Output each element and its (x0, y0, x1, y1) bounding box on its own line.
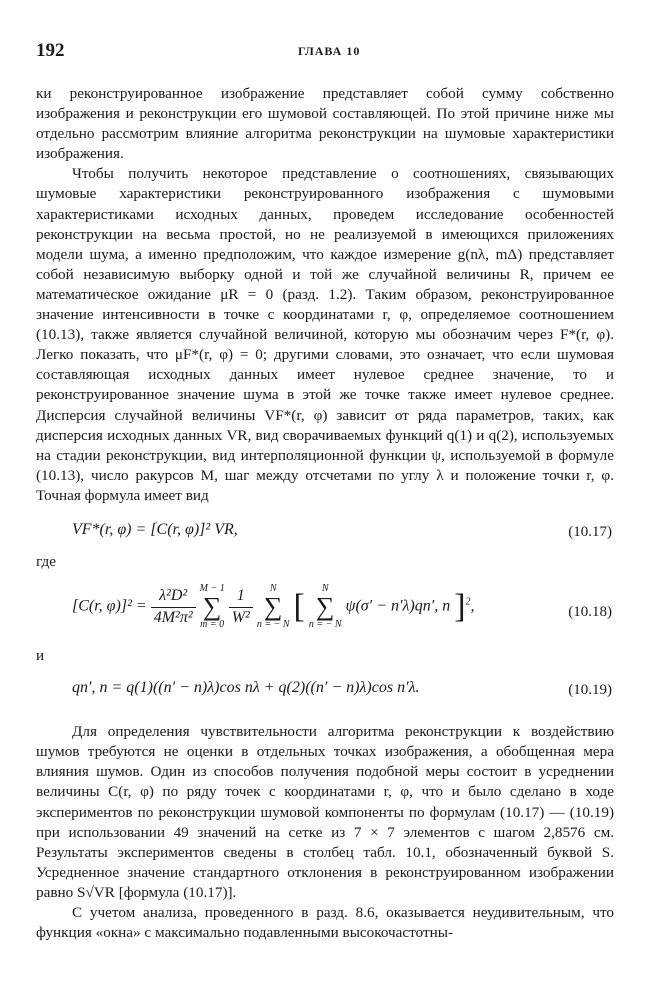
equation-10-18 (36, 572, 614, 646)
chapter-title: ГЛАВА 10 (298, 44, 361, 58)
eq18-sum3-upper: N (321, 583, 329, 595)
summation-symbol: ∑ (315, 592, 335, 622)
left-bracket: [ (293, 588, 305, 626)
equation-10-18-body: [C(r, φ)]² = $\frac{\text{λ²D²}}{\text{4M²π²}}$ M − 1 ∑ m = 0 $\frac{1}{\text{W²}}$ N ∑ n = − N [ N ∑ n = − N ψ(σ′ − n′λ)qn′, n ]$^2$, (72, 583, 475, 631)
eq18-fraction-1 (151, 586, 196, 627)
eq18-sum-3 (309, 584, 342, 630)
eq18-frac1-numerator: λ²D² (151, 586, 196, 607)
equation-10-17 (36, 512, 614, 552)
equation-10-19-body: qn′, n = q(1)((n′ − n)λ)cos nλ + q(2)((n′ − n)λ)cos n′λ. (72, 679, 420, 697)
equation-number-10-17: (10.17) (568, 523, 612, 540)
eq18-sum2-lower: n = − N (256, 619, 290, 631)
eq18-frac1-denominator: 4M²π² (153, 608, 193, 626)
eq18-frac2-denominator: W² (231, 608, 250, 626)
summation-symbol: ∑ (263, 592, 283, 622)
equation-number-10-18: (10.18) (568, 604, 612, 621)
eq18-inner-term: ψ(σ′ − n′λ)qn′, n (345, 597, 451, 615)
page-number: 192 (36, 40, 65, 61)
eq18-sum1-upper: M − 1 (199, 583, 225, 595)
summation-symbol: ∑ (202, 592, 222, 622)
word-and: и (36, 647, 45, 665)
eq18-lhs: [C(r, φ)]² = (72, 597, 147, 615)
page-body (36, 84, 614, 943)
paragraph-2: Чтобы получить некоторое представление о соотношениях, связывающих шумовые характеристики реконструированного изображения с шумовыми характеристиками исходных данных, проведем исследование особенностей реконструкции на весьма простой, но не реализуемой в имеющихся приложениях модели шума, а именно предположим, что каждое измерение g(nλ, mΔ) представляет собой независимую выборку одной и той же случайной величины R, причем ее математическое ожидание μR = 0 (разд. 1.2). Таким образом, реконструированное значение интенсивности в точке с координатами r, φ, определяемое соотношением (10.13), также является случайной величиной, которую мы обозначим через F*(r, φ). Легко показать, что μF*(r, φ) = 0; другими словами, это означает, что если шумовая составляющая исходных данных имеет нулевое среднее значение, то и реконструированное значение шума в этой же точке также имеет нулевое среднее. Дисперсия случайной величины VF*(r, φ) зависит от ряда параметров, таких, как дисперсия исходных данных VR, вид сворачиваемых функций q(1) и q(2), используемых на стадии реконструкции, вид интерполяционной функции ψ, используемой в формуле (10.13), число ракурсов M, шаг между отсчетами по углу λ и положение точки r, φ. Точная формула имеет вид (36, 165, 614, 504)
eq18-sum3-lower: n = − N (308, 619, 342, 631)
paragraph-1: ки реконструированное изображение представляет собой сумму собственно изображения и реконструкции его шумовой составляющей. По этой причине ниже мы отдельно рассмотрим влияние алгоритма реконструкции на шумовые характеристики изображения. (36, 85, 614, 163)
equation-number-10-19: (10.19) (568, 682, 612, 699)
equation-10-19 (36, 666, 614, 722)
paragraph-4: С учетом анализа, проведенного в разд. 8.6, оказывается неудивительным, что функция «окна» с максимально подавленными высокочастотны- (36, 904, 614, 942)
eq18-fraction-2 (229, 586, 253, 627)
eq17-lhs: VF*(r, φ) (72, 520, 132, 538)
equation-10-17-body (72, 520, 238, 540)
eq18-sum-1 (200, 584, 225, 630)
eq17-rhs: = [C(r, φ)]² VR, (135, 520, 238, 538)
eq18-sum1-lower: m = 0 (200, 619, 225, 631)
right-bracket: ] (454, 588, 466, 626)
paragraph-3: Для определения чувствительности алгоритма реконструкции к воздействию шумов требуются не оценки в отдельных точках изображения, а обобщенная мера влияния шумов. Один из способов получения подобной меры состоит в усреднении величины C(r, φ) по ряду точек с координатами r, φ, что и было сделано в ходе экспериментов по реконструкции шумовой компоненты по формулам (10.17) — (10.19) при использовании 49 значений на сетке из 7 × 7 элементов с шагом 2,8576 см. Результаты экспериментов сведены в столбец табл. 10.1, обозначенный буквой S. Усредненное значение стандартного отклонения в реконструированном изображении равно S√VR [формула (10.17)]. (36, 723, 614, 901)
eq18-sum-2 (257, 584, 290, 630)
word-where: где (36, 552, 56, 570)
eq18-frac2-numerator: 1 (229, 586, 253, 607)
page-header (36, 40, 625, 64)
eq18-sum2-upper: N (269, 583, 277, 595)
